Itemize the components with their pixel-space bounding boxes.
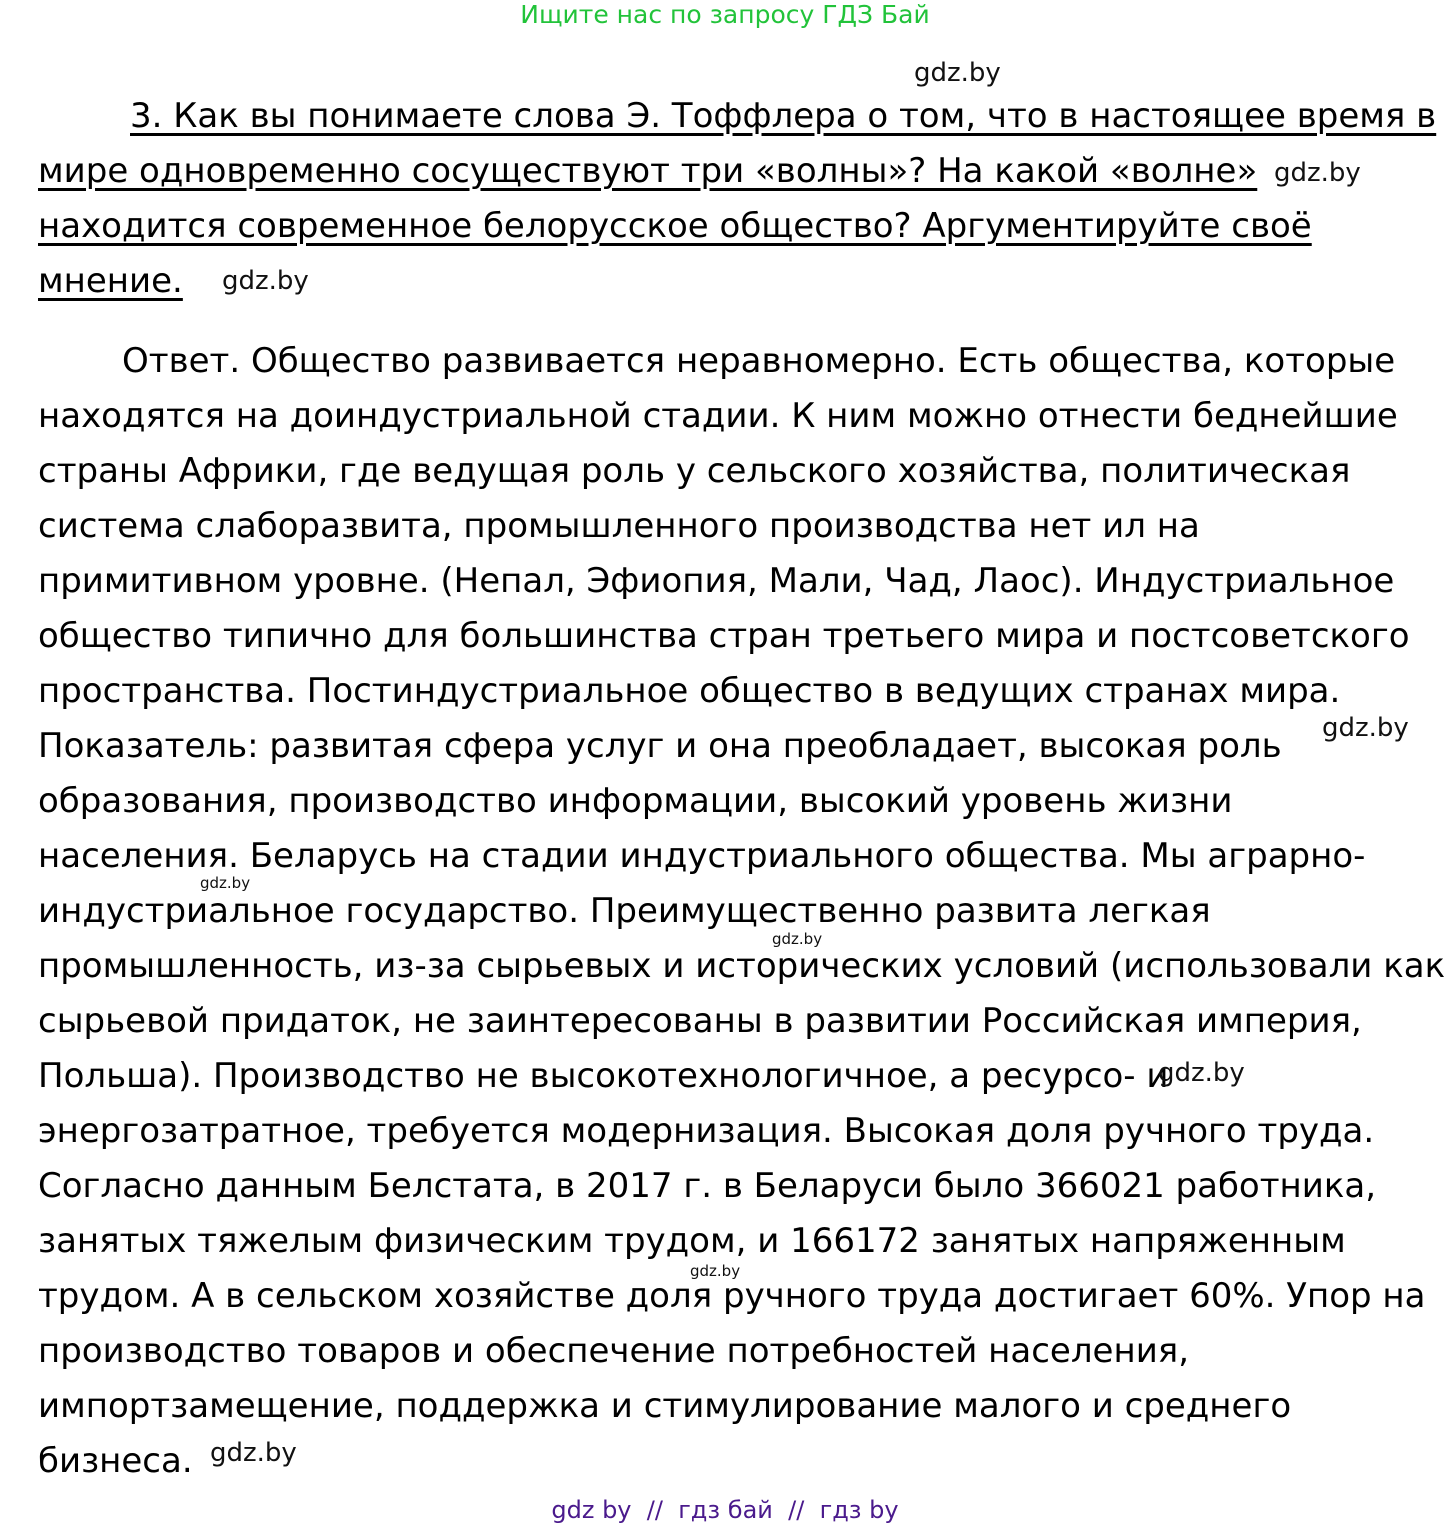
- answer-line: энергозатратное, требуется модернизация. Высокая доля ручного труда.: [38, 1111, 1375, 1151]
- answer-line: Ответ. Общество развивается неравномерно. Есть общества, которые: [122, 341, 1396, 381]
- answer-line: Показатель: развитая сфера услуг и она преобладает, высокая роль: [38, 726, 1282, 766]
- answer-line: индустриальное государство. Преимущественно развита легкая: [38, 891, 1211, 931]
- answer-line: пространства. Постиндустриальное общество в ведущих странах мира.: [38, 671, 1341, 711]
- answer-line: находятся на доиндустриальной стадии. К ним можно отнести беднейшие: [38, 396, 1398, 436]
- watermark: gdz.by: [1158, 1058, 1245, 1088]
- answer-line: занятых тяжелым физическим трудом, и 166172 занятых напряженным: [38, 1221, 1346, 1261]
- answer-line: Польша). Производство не высокотехнологичное, а ресурсо- и: [38, 1056, 1169, 1096]
- watermark: gdz.by: [210, 1438, 297, 1468]
- watermark: gdz.by: [200, 874, 251, 892]
- answer-line: импортзамещение, поддержка и стимулирование малого и среднего: [38, 1386, 1292, 1426]
- watermark: gdz.by: [690, 1262, 741, 1280]
- answer-line: система слаборазвита, промышленного производства нет ил на: [38, 506, 1200, 546]
- answer-line: производство товаров и обеспечение потребностей населения,: [38, 1331, 1190, 1371]
- question-line: находится современное белорусское общество? Аргументируйте своё: [38, 206, 1312, 246]
- answer-line: населения. Беларусь на стадии индустриального общества. Мы аграрно-: [38, 836, 1366, 876]
- watermark: gdz.by: [1322, 713, 1409, 743]
- question-line: мире одновременно сосуществуют три «волны»? На какой «волне»: [38, 151, 1258, 191]
- answer-line: сырьевой придаток, не заинтересованы в развитии Российская империя,: [38, 1001, 1362, 1041]
- answer-line: трудом. А в сельском хозяйстве доля ручного труда достигает 60%. Упор на: [38, 1276, 1426, 1316]
- answer-line: бизнеса.: [38, 1441, 193, 1481]
- answer-line: общество типично для большинства стран третьего мира и постсоветского: [38, 616, 1410, 656]
- watermark: gdz.by: [222, 266, 309, 296]
- search-banner: Ищите нас по запросу ГДЗ Бай: [520, 0, 930, 29]
- answer-line: примитивном уровне. (Непал, Эфиопия, Мали, Чад, Лаос). Индустриальное: [38, 561, 1395, 601]
- answer-line: промышленность, из-за сырьевых и исторических условий (использовали как: [38, 946, 1446, 986]
- question-line: мнение.: [38, 261, 183, 301]
- watermark: gdz.by: [914, 58, 1001, 88]
- answer-line: Согласно данным Белстата, в 2017 г. в Беларуси было 366021 работника,: [38, 1166, 1377, 1206]
- question-line: 3. Как вы понимаете слова Э. Тоффлера о том, что в настоящее время в: [130, 96, 1437, 136]
- watermark: gdz.by: [772, 930, 823, 948]
- answer-line: образования, производство информации, высокий уровень жизни: [38, 781, 1233, 821]
- footer-links: gdz by // гдз бай // гдз by: [551, 1496, 899, 1524]
- answer-line: страны Африки, где ведущая роль у сельского хозяйства, политическая: [38, 451, 1351, 491]
- watermark: gdz.by: [1274, 158, 1361, 188]
